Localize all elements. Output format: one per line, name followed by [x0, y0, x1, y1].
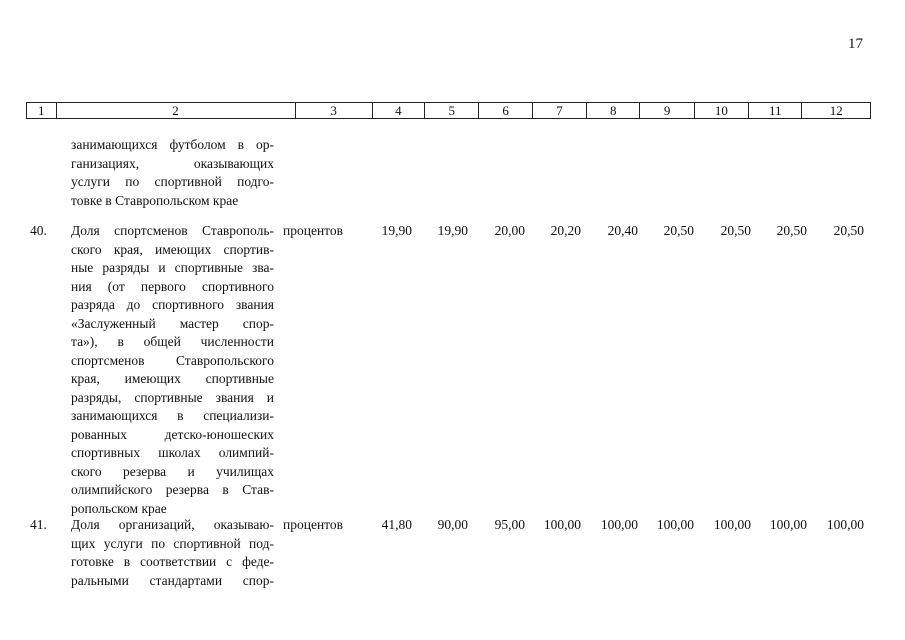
- description-line: ского края, имеющих спортив-: [71, 241, 274, 257]
- column-header: 5: [425, 103, 479, 118]
- description-line: ского резерва и училищах: [71, 463, 274, 479]
- description-line: «Заслуженный мастер спор-: [71, 315, 274, 331]
- value-cell: 20,50: [833, 223, 864, 238]
- indicator-description: [71, 136, 274, 210]
- unit-of-measure: процентов: [283, 517, 344, 532]
- description-line: Доля организаций, оказываю-: [71, 517, 274, 532]
- description-line: ные разряды и спортивные зва-: [71, 260, 274, 275]
- indicator-description: [71, 516, 274, 590]
- column-header: 1: [27, 103, 57, 118]
- row-number: 41.: [30, 517, 47, 532]
- value-cell: 20,40: [607, 223, 638, 238]
- column-header: 3: [296, 103, 373, 118]
- value-cell: 20,50: [776, 223, 807, 238]
- value-cell: 100,00: [543, 517, 581, 532]
- description-line: разряда до спортивного звания: [71, 297, 274, 312]
- value-cell: 100,00: [769, 517, 807, 532]
- description-line: та»), в общей численности: [71, 334, 274, 349]
- description-line: занимающихся в специализи-: [71, 408, 274, 423]
- description-line: ганизациях, оказывающих: [71, 155, 274, 171]
- description-line: услуги по спортивной подго-: [71, 174, 274, 189]
- column-header: 2: [57, 103, 296, 118]
- value-cell: 95,00: [494, 517, 525, 532]
- column-header: 12: [829, 103, 843, 118]
- description-line: Доля спортсменов Ставрополь-: [71, 223, 274, 238]
- value-cell: 100,00: [656, 517, 694, 532]
- column-header: 11: [749, 103, 802, 118]
- value-cell: 19,90: [437, 223, 468, 238]
- column-header: 8: [587, 103, 640, 118]
- column-header: 7: [533, 103, 587, 118]
- unit-of-measure: процентов: [283, 223, 344, 238]
- value-cell: 100,00: [826, 517, 864, 532]
- column-header: 10: [695, 103, 749, 118]
- value-cell: 90,00: [437, 517, 468, 532]
- row-number: 40.: [30, 223, 47, 238]
- description-line: края, имеющих спортивные: [71, 371, 274, 386]
- description-line: занимающихся футболом в ор-: [71, 137, 274, 152]
- column-header: 9: [640, 103, 694, 118]
- value-cell: 20,50: [663, 223, 694, 238]
- description-line: олимпийского резерва в Став-: [71, 482, 274, 497]
- value-cell: 100,00: [713, 517, 751, 532]
- description-line: ния (от первого спортивного: [71, 278, 274, 294]
- description-line: товке в Ставропольском крае: [71, 192, 239, 208]
- indicator-description: [71, 222, 274, 518]
- description-line: разряды, спортивные звания и: [71, 389, 274, 405]
- description-line: готовке в соответствии с феде-: [71, 554, 274, 569]
- description-line: щих услуги по спортивной под-: [71, 535, 274, 551]
- value-cell: 20,20: [550, 223, 581, 238]
- value-cell: 20,50: [720, 223, 751, 238]
- column-header: 4: [373, 103, 425, 118]
- description-line: спортсменов Ставропольского: [71, 352, 274, 368]
- value-cell: 19,90: [381, 223, 412, 238]
- description-line: рованных детско-юношеских: [71, 426, 274, 442]
- value-cell: 20,00: [494, 223, 525, 238]
- value-cell: 41,80: [381, 517, 412, 532]
- value-cell: 100,00: [600, 517, 638, 532]
- description-line: спортивных школах олимпий-: [71, 445, 274, 460]
- column-header: 6: [479, 103, 532, 118]
- page-number: 17: [848, 36, 863, 52]
- table-column-header-row: [26, 102, 871, 119]
- description-line: ропольском крае: [71, 500, 167, 516]
- description-line: ральными стандартами спор-: [71, 572, 274, 588]
